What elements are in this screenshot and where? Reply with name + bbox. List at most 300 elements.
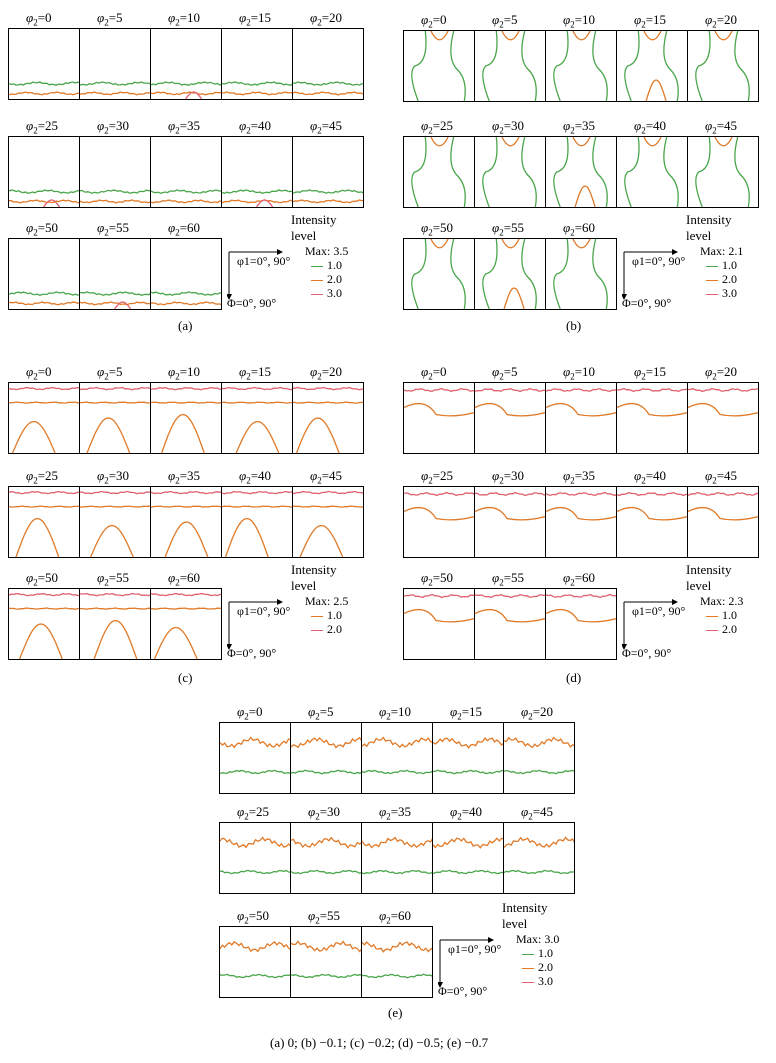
- contour-plot: [151, 29, 222, 100]
- phi2-label: $\varphi_2=30$: [97, 118, 130, 136]
- legend-title: Intensity level: [686, 212, 732, 243]
- contour-plot: [504, 723, 575, 794]
- odf-section: [503, 822, 575, 894]
- odf-section: [290, 822, 362, 894]
- contour-plot: [475, 383, 546, 454]
- contour-level-2: [9, 594, 80, 596]
- contour-level-2: [220, 838, 291, 848]
- phi2-label: $\varphi_2=10$: [563, 364, 596, 382]
- contour-plot: [9, 29, 80, 100]
- contour-plot: [546, 589, 617, 660]
- odf-section: [219, 822, 291, 894]
- Phi-axis-label: Φ=0°, 90°: [622, 646, 672, 660]
- odf-section: [150, 136, 222, 208]
- phi2-label: $\varphi_2=15$: [450, 704, 483, 722]
- odf-section: [545, 30, 617, 102]
- legend-swatch: [706, 266, 718, 267]
- contour-level-1: [9, 608, 80, 609]
- odf-section: [545, 136, 617, 208]
- contour-plot: [688, 137, 759, 208]
- odf-section: [150, 238, 222, 310]
- odf-section: [687, 136, 759, 208]
- contour-level-1b: [94, 621, 137, 660]
- legend-swatch: [311, 294, 323, 295]
- contour-level-2: [617, 389, 688, 392]
- contour-level-2: [293, 387, 364, 389]
- phi2-label: $\varphi_2=60$: [379, 908, 412, 926]
- contour-level-1: [151, 506, 222, 507]
- contour-level-2: [9, 388, 80, 390]
- contour-level-1: [504, 870, 575, 873]
- contour-plot: [362, 723, 433, 794]
- phi2-label: $\varphi_2=5$: [308, 704, 334, 722]
- contour-level-1: [404, 404, 475, 416]
- contour-level-1b: [165, 522, 208, 557]
- contour-plot: [151, 487, 222, 558]
- odf-section: [221, 486, 293, 558]
- contour-level-1: [625, 31, 639, 101]
- contour-level-1: [504, 770, 575, 773]
- contour-level-2: [151, 492, 222, 494]
- phi2-label: $\varphi_2=30$: [492, 468, 525, 486]
- contour-level-1b: [226, 519, 269, 558]
- phi2-label: $\varphi_2=5$: [492, 12, 518, 30]
- contour-level-1b: [451, 31, 465, 101]
- intensity-legend: [291, 562, 348, 636]
- contour-level-1: [80, 402, 151, 403]
- contour-level-1: [475, 404, 546, 416]
- contour-plot: [222, 487, 293, 558]
- odf-section: [474, 588, 546, 660]
- phi2-label: $\varphi_2=45$: [310, 118, 343, 136]
- contour-plot: [688, 487, 759, 558]
- contour-level-2: [151, 388, 222, 390]
- contour-level-1: [220, 770, 291, 773]
- phi2-label: $\varphi_2=45$: [521, 804, 554, 822]
- contour-level-1: [362, 871, 433, 874]
- contour-level-1: [293, 402, 364, 403]
- legend-label: 2.0: [327, 622, 342, 636]
- phi2-label: $\varphi_2=25$: [237, 804, 270, 822]
- phi2-label: $\varphi_2=55$: [308, 908, 341, 926]
- legend-swatch: [706, 280, 718, 281]
- odf-section: [503, 722, 575, 794]
- odf-section: [221, 136, 293, 208]
- contour-level-1: [291, 974, 362, 977]
- panel-caption: (c): [178, 670, 193, 685]
- legend-entry: [686, 608, 743, 622]
- odf-section: [361, 722, 433, 794]
- odf-section: [79, 238, 151, 310]
- contour-level-2: [546, 595, 617, 598]
- legend-label: 2.0: [722, 622, 737, 636]
- contour-level-2: [220, 942, 291, 952]
- contour-level-2: [504, 837, 575, 847]
- contour-level-1: [9, 402, 80, 403]
- phi2-label: $\varphi_2=15$: [239, 10, 272, 28]
- contour-level-2: [80, 92, 151, 95]
- contour-plot: [9, 239, 80, 310]
- contour-level-1: [696, 31, 710, 101]
- contour-level-1: [404, 508, 475, 520]
- odf-section: [221, 28, 293, 100]
- contour-level-2: [151, 594, 222, 596]
- contour-plot: [475, 137, 546, 208]
- phi2-label: $\varphi_2=0$: [237, 704, 263, 722]
- contour-level-2: [715, 31, 732, 40]
- phi2-label: $\varphi_2=20$: [310, 364, 343, 382]
- legend-entry: [686, 272, 743, 286]
- odf-section: [219, 722, 291, 794]
- contour-level-2: [80, 594, 151, 596]
- phi2-label: $\varphi_2=15$: [239, 364, 272, 382]
- phi2-label: $\varphi_2=50$: [26, 220, 59, 238]
- contour-plot: [291, 723, 362, 794]
- contour-level-2: [431, 31, 448, 40]
- odf-section: [292, 486, 364, 558]
- phi2-label: $\varphi_2=25$: [421, 118, 454, 136]
- contour-level-2: [502, 31, 519, 40]
- contour-level-1b: [91, 526, 134, 558]
- contour-plot: [546, 383, 617, 454]
- intensity-legend: [686, 212, 743, 300]
- contour-level-2: [644, 137, 661, 146]
- phi2-label: $\varphi_2=50$: [237, 908, 270, 926]
- contour-level-2: [431, 239, 448, 248]
- phi2-label: $\varphi_2=40$: [239, 118, 272, 136]
- contour-level-2: [431, 137, 448, 146]
- phi2-label: $\varphi_2=40$: [634, 118, 667, 136]
- legend-title: Intensity level: [291, 212, 337, 243]
- contour-level-1: [80, 190, 151, 193]
- contour-plot: [222, 137, 293, 208]
- legend-swatch: [522, 968, 534, 969]
- contour-plot: [151, 137, 222, 208]
- contour-level-1: [483, 239, 497, 309]
- contour-level-1: [151, 82, 222, 85]
- odf-section: [687, 486, 759, 558]
- contour-plot: [291, 823, 362, 894]
- odf-section: [616, 136, 688, 208]
- Phi-axis-label: Φ=0°, 90°: [227, 296, 277, 310]
- intensity-legend: [502, 900, 559, 988]
- phi2-label: $\varphi_2=15$: [634, 364, 667, 382]
- contour-level-2: [504, 738, 575, 748]
- contour-plot: [293, 29, 364, 100]
- contour-plot: [220, 927, 291, 998]
- contour-level-1: [80, 608, 151, 609]
- contour-plot: [222, 383, 293, 454]
- legend-max: Max: 2.5: [305, 594, 349, 608]
- phi1-axis-label: φ1=0°, 90°: [632, 254, 686, 268]
- odf-section: [290, 926, 362, 998]
- legend-entry: [686, 258, 743, 272]
- contour-level-1: [483, 31, 497, 101]
- phi2-label: $\varphi_2=30$: [492, 118, 525, 136]
- odf-section: [361, 926, 433, 998]
- contour-level-1: [546, 508, 617, 520]
- contour-level-1: [151, 608, 222, 609]
- contour-level-1: [80, 292, 151, 296]
- contour-level-1: [9, 506, 80, 507]
- contour-level-1: [475, 610, 546, 622]
- contour-level-1b: [735, 137, 749, 207]
- contour-level-2: [475, 493, 546, 496]
- odf-section: [150, 486, 222, 558]
- contour-level-2: [404, 493, 475, 496]
- contour-plot: [617, 137, 688, 208]
- phi2-label: $\varphi_2=10$: [168, 10, 201, 28]
- contour-level-2: [80, 200, 151, 203]
- contour-plot: [80, 589, 151, 660]
- contour-level-2: [475, 595, 546, 598]
- contour-plot: [546, 239, 617, 310]
- contour-level-1b: [87, 418, 130, 453]
- phi2-label: $\varphi_2=35$: [563, 118, 596, 136]
- phi2-label: $\varphi_2=50$: [26, 570, 59, 588]
- contour-level-1: [293, 82, 364, 85]
- phi2-label: $\varphi_2=35$: [379, 804, 412, 822]
- contour-level-2: [80, 302, 151, 305]
- phi2-label: $\varphi_2=10$: [168, 364, 201, 382]
- contour-plot: [617, 487, 688, 558]
- odf-section: [8, 136, 80, 208]
- phi2-label: $\varphi_2=60$: [168, 220, 201, 238]
- legend-entry: [291, 608, 348, 622]
- contour-level-1b: [451, 137, 465, 207]
- contour-level-1b: [664, 31, 678, 101]
- odf-section: [687, 30, 759, 102]
- phi2-label: $\varphi_2=15$: [634, 12, 667, 30]
- phi2-label: $\varphi_2=50$: [421, 220, 454, 238]
- legend-label: 1.0: [722, 608, 737, 622]
- phi2-label: $\varphi_2=0$: [26, 10, 52, 28]
- legend-max: Max: 3.0: [516, 932, 560, 946]
- phi2-label: $\varphi_2=10$: [379, 704, 412, 722]
- odf-section: [8, 588, 80, 660]
- odf-section: [79, 136, 151, 208]
- phi2-label: $\varphi_2=35$: [563, 468, 596, 486]
- intensity-legend: [686, 562, 743, 636]
- phi2-label: $\varphi_2=35$: [168, 468, 201, 486]
- legend-entry: [291, 622, 348, 636]
- contour-plot: [404, 589, 475, 660]
- legend-label: 2.0: [327, 272, 342, 286]
- contour-level-2: [222, 492, 293, 494]
- odf-section: [687, 382, 759, 454]
- legend-swatch: [522, 982, 534, 983]
- odf-section: [361, 822, 433, 894]
- odf-section: [432, 722, 504, 794]
- legend-label: 3.0: [327, 286, 342, 300]
- panel-caption: (d): [566, 670, 582, 685]
- contour-plot: [293, 383, 364, 454]
- contour-level-1: [362, 974, 433, 978]
- legend-entry: [291, 286, 348, 300]
- contour-level-2: [688, 493, 759, 496]
- contour-level-2: [293, 200, 364, 203]
- odf-section: [79, 28, 151, 100]
- contour-level-1: [625, 137, 639, 207]
- phi2-label: $\varphi_2=5$: [492, 364, 518, 382]
- odf-section: [290, 722, 362, 794]
- contour-level-2: [151, 302, 222, 305]
- phi1-axis-label: φ1=0°, 90°: [237, 604, 291, 618]
- odf-section: [8, 28, 80, 100]
- contour-plot: [546, 137, 617, 208]
- odf-section: [79, 382, 151, 454]
- odf-section: [403, 486, 475, 558]
- intensity-legend: [291, 212, 348, 300]
- contour-plot: [546, 487, 617, 558]
- contour-level-1: [80, 82, 151, 85]
- odf-section: [474, 382, 546, 454]
- legend-swatch: [311, 630, 323, 631]
- phi2-label: $\varphi_2=55$: [492, 220, 525, 238]
- phi2-label: $\varphi_2=5$: [97, 10, 123, 28]
- contour-level-2b: [575, 186, 595, 207]
- legend-max: Max: 2.1: [700, 244, 744, 258]
- odf-section: [474, 30, 546, 102]
- contour-plot: [433, 723, 504, 794]
- legend-entry: [686, 622, 743, 636]
- contour-level-1: [151, 292, 222, 296]
- contour-plot: [80, 239, 151, 310]
- contour-plot: [475, 589, 546, 660]
- odf-section: [403, 588, 475, 660]
- contour-level-2: [291, 838, 362, 848]
- contour-level-1: [412, 137, 426, 207]
- contour-plot: [291, 927, 362, 998]
- legend-label: 2.0: [722, 272, 737, 286]
- legend-entry: [502, 960, 559, 974]
- phi1-axis-label: φ1=0°, 90°: [632, 604, 686, 618]
- contour-level-2: [617, 493, 688, 496]
- contour-level-1: [696, 137, 710, 207]
- contour-plot: [504, 823, 575, 894]
- contour-level-1: [222, 82, 293, 85]
- contour-plot: [9, 487, 80, 558]
- contour-level-1: [433, 770, 504, 774]
- contour-level-1b: [664, 137, 678, 207]
- contour-plot: [475, 239, 546, 310]
- phi2-label: $\varphi_2=20$: [310, 10, 343, 28]
- contour-level-1b: [593, 31, 607, 101]
- contour-plot: [9, 589, 80, 660]
- legend-label: 3.0: [722, 286, 737, 300]
- contour-level-1b: [16, 519, 59, 558]
- phi2-label: $\varphi_2=40$: [239, 468, 272, 486]
- legend-max: Max: 2.3: [700, 594, 744, 608]
- contour-level-1: [546, 610, 617, 622]
- contour-level-1b: [735, 31, 749, 101]
- contour-level-2: [362, 738, 433, 748]
- contour-level-1: [617, 508, 688, 520]
- contour-plot: [80, 29, 151, 100]
- legend-label: 3.0: [538, 974, 553, 988]
- odf-section: [545, 238, 617, 310]
- legend-entry: [502, 974, 559, 988]
- contour-plot: [293, 137, 364, 208]
- contour-plot: [151, 589, 222, 660]
- contour-level-1b: [522, 137, 536, 207]
- legend-title: Intensity level: [686, 562, 732, 593]
- contour-level-2: [151, 200, 222, 203]
- contour-level-2: [404, 389, 475, 392]
- phi2-label: $\varphi_2=10$: [563, 12, 596, 30]
- legend-swatch: [522, 954, 534, 955]
- legend-label: 1.0: [538, 946, 553, 960]
- contour-level-2: [573, 31, 590, 40]
- phi2-label: $\varphi_2=55$: [97, 570, 130, 588]
- contour-level-2: [433, 738, 504, 748]
- contour-level-1: [291, 770, 362, 774]
- contour-level-1: [9, 82, 80, 85]
- contour-level-1: [293, 506, 364, 507]
- contour-level-1b: [155, 628, 198, 660]
- legend-entry: [502, 946, 559, 960]
- contour-plot: [220, 823, 291, 894]
- legend-title: Intensity level: [502, 900, 548, 931]
- contour-level-1: [151, 190, 222, 193]
- odf-section: [474, 486, 546, 558]
- contour-plot: [362, 927, 433, 998]
- contour-level-1b: [451, 239, 465, 309]
- odf-section: [616, 30, 688, 102]
- phi2-label: $\varphi_2=60$: [168, 570, 201, 588]
- contour-plot: [433, 823, 504, 894]
- contour-level-1: [617, 404, 688, 416]
- contour-level-1: [554, 239, 568, 309]
- contour-level-1: [433, 870, 504, 873]
- contour-level-2: [573, 137, 590, 146]
- odf-section: [219, 926, 291, 998]
- contour-level-2: [222, 200, 293, 203]
- legend-label: 1.0: [327, 258, 342, 272]
- odf-section: [8, 238, 80, 310]
- contour-level-1: [362, 770, 433, 773]
- contour-plot: [688, 31, 759, 102]
- contour-level-1: [291, 870, 362, 873]
- odf-section: [150, 588, 222, 660]
- legend-swatch: [706, 616, 718, 617]
- contour-plot: [362, 823, 433, 894]
- odf-section: [150, 28, 222, 100]
- contour-level-2: [362, 838, 433, 848]
- phi2-label: $\varphi_2=50$: [421, 570, 454, 588]
- odf-section: [79, 588, 151, 660]
- contour-level-2: [546, 493, 617, 496]
- panel-caption: (b): [566, 318, 582, 333]
- contour-level-1: [220, 870, 291, 873]
- contour-level-2: [291, 941, 362, 951]
- legend-label: 2.0: [538, 960, 553, 974]
- contour-level-1b: [297, 418, 340, 453]
- contour-level-2: [502, 239, 519, 248]
- odf-section: [432, 822, 504, 894]
- phi2-label: $\varphi_2=60$: [563, 220, 596, 238]
- phi2-label: $\varphi_2=0$: [421, 12, 447, 30]
- odf-section: [403, 382, 475, 454]
- odf-section: [150, 382, 222, 454]
- phi2-label: $\varphi_2=25$: [26, 118, 59, 136]
- phi2-label: $\varphi_2=55$: [492, 570, 525, 588]
- legend-entry: [291, 258, 348, 272]
- contour-level-1: [80, 506, 151, 507]
- contour-plot: [151, 239, 222, 310]
- contour-level-1: [222, 506, 293, 507]
- contour-level-2: [9, 302, 80, 305]
